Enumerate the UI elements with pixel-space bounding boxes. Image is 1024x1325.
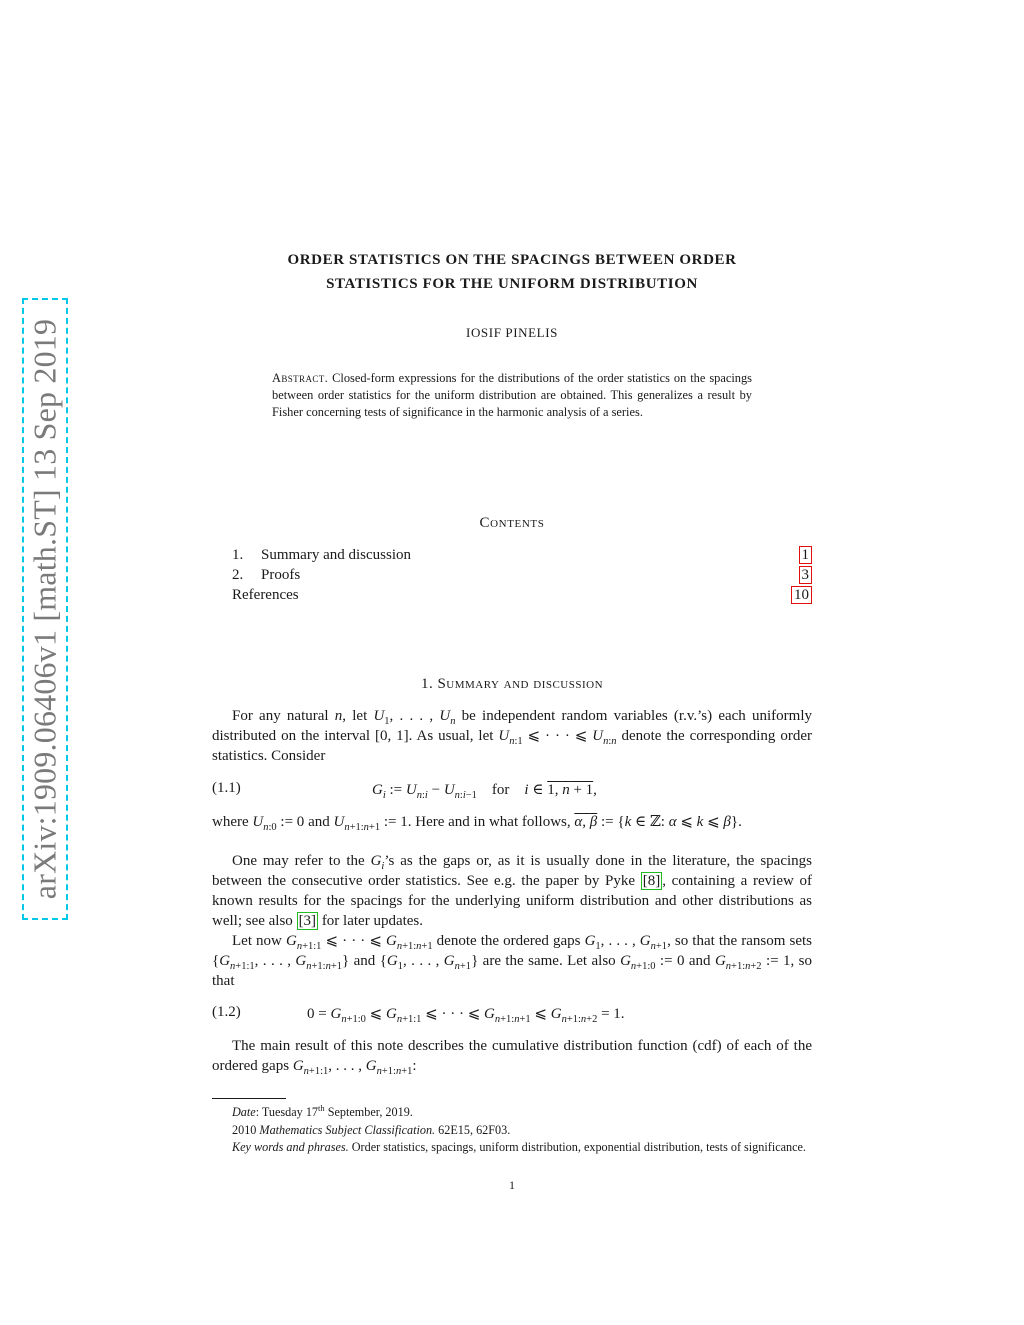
paper-title-line-1: ORDER STATISTICS ON THE SPACINGS BETWEEN ORDER [287,252,737,268]
citation-link[interactable]: [3] [298,913,317,929]
equation-number: (1.2) [212,1004,241,1020]
toc-label: References [232,587,299,603]
paragraph-4: Let now $G_{n+1:1}$ ⩽ · · · ⩽ $G_{n+1:n+1}$ denote the ordered gaps $G_1$, . . . , $G_{n+1}$, so that the ransom sets {$G_{n+1:1}$, . . . , $G_{n+1:n+1}$} and {$G_1$, . . . , $G_{n+1}$} are the same. Let also $G_{n+1:0}$ := 0 and $G_{n+1:n+2}$ := 1, so that [212,933,812,989]
abstract-text: Closed-form expressions for the distributions of the order statistics on the spacings between order statistics for the uniform distribution are obtained. This generalizes a result by Fisher concerning tests of significance in the harmonic analysis of a series. [272,371,752,419]
toc-item-summary[interactable] [232,545,812,565]
toc-number: 1. [232,547,244,563]
section-1-heading: 1. Summary and discussion [420,676,604,692]
toc-page-link[interactable]: 3 [799,566,813,584]
toc-label: Proofs [261,567,301,583]
equation-number: (1.1) [212,780,241,796]
abstract [272,370,752,421]
contents-heading: Contents [479,515,545,531]
paper-title-line-2: STATISTICS FOR THE UNIFORM DISTRIBUTION [326,276,698,292]
toc-page-link[interactable]: 10 [791,586,812,604]
toc-item-references[interactable] [232,585,812,605]
citation-link[interactable]: [8] [642,873,661,889]
equation-1-2: $0 = G_{n+1:0}$ ⩽ $G_{n+1:1}$ ⩽ · · · ⩽ $G_{n+1:n+1}$ ⩽ $G_{n+1:n+2} = 1$. [307,1006,625,1025]
toc-number: 2. [232,567,244,583]
paragraph-5: The main result of this note describes the cumulative distribution function (cdf) of each of the ordered gaps $G_{n+1:1}$, . . . , $G_{n+1:n+1}$: [212,1038,812,1077]
footnote-date: Date: Tuesday 17th September, 2019. [232,1102,413,1119]
toc-page-link[interactable]: 1 [799,546,813,564]
paragraph-3: One may refer to the $G_i’s$ as the gaps or, as it is usually done in the literature, the spacings between the consecutive order statistics. See e.g. the paper by Pyke [8] , containing a review of known results for the spacings for the underlying uniform distribution and other distributions as well; see also [3] for later updates. [212,853,812,929]
footnote-keywords: Key words and phrases. Order statistics, spacings, uniform distribution, exponential distribution, tests of significance. [232,1140,806,1154]
toc-item-proofs[interactable] [232,565,812,585]
page-number: 1 [509,1178,515,1192]
author-name: IOSIF PINELIS [466,325,558,340]
arxiv-stamp-text: arXiv:1909.06406v1 [math.ST] 13 Sep 2019 [26,318,63,900]
abstract-label: Abstract. [272,371,329,385]
footnote-rule [212,1098,286,1099]
equation-1-1: $G_i$ := $U_{n:i} - U_{n:i-1}$ for i ∈ 1, n + 1, [372,782,597,801]
toc-label: Summary and discussion [261,547,411,563]
footnote-msc: 2010 Mathematics Subject Classification. 62E15, 62F03. [232,1123,511,1137]
paragraph-1: For any natural n, let $U_1$, . . . , $U_n$ be independent random variables (r.v.’s) each uniformly distributed on the interval [0, 1]. As usual, let $U_{n:1}$ ⩽ · · · ⩽ $U_{n:n}$ denote the corresponding order statistics. Consider [212,708,813,764]
paragraph-2: where $U_{n:0}$ := 0 and $U_{n+1:n+1}$ := 1. Here and in what follows, α, β := {k ∈ ℤ: α ⩽ k ⩽ β}. [212,814,742,833]
arxiv-stamp[interactable] [22,298,68,920]
